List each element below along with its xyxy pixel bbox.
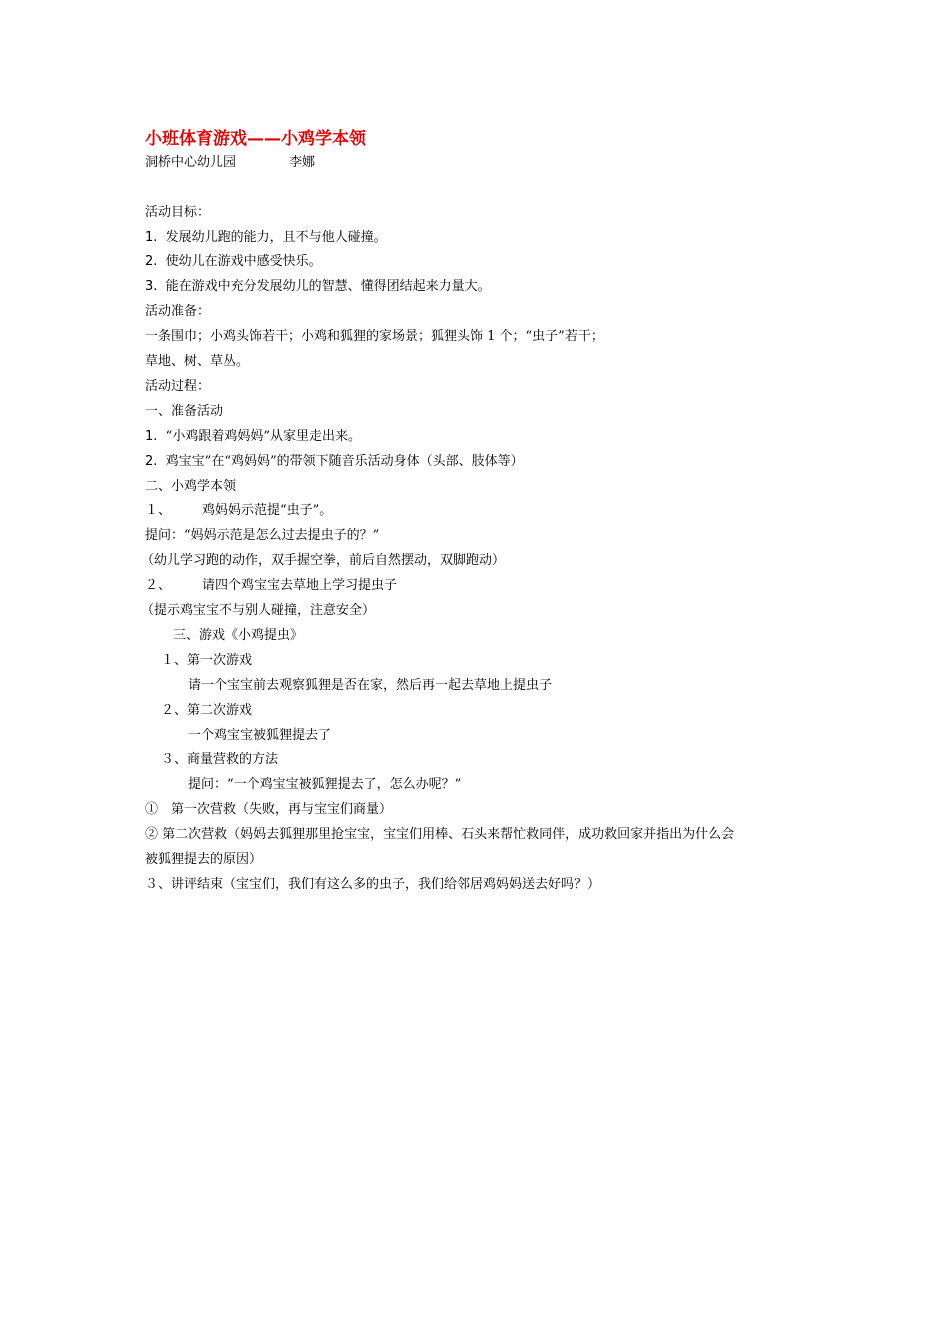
item-number: 2. (145, 454, 158, 469)
rescue-item: ① 第一次营救（失败，再与宝宝们商量） (145, 802, 393, 817)
part3-heading: 三、游戏《小鸡提虫》 (173, 628, 304, 643)
goal-text: 能在游戏中充分发展幼儿的智慧、懂得团结起来力量大。 (165, 279, 491, 294)
author-school: 洞桥中心幼儿园 (145, 155, 237, 170)
part2-step-text: 鸡妈妈示范提“虫子”。 (202, 503, 333, 518)
part2-note: （幼儿学习跑的动作，双手握空拳，前后自然摆动，双脚跑动） (141, 553, 506, 568)
part1-item (145, 453, 524, 470)
goal-text: 使幼儿在游戏中感受快乐。 (165, 254, 322, 269)
prep-line: 草地、树、草丛。 (145, 354, 250, 369)
game-question: 提问：“一个鸡宝宝被狐狸提去了，怎么办呢？” (188, 777, 462, 792)
goal-item (145, 229, 387, 246)
goal-number: 2. (145, 254, 158, 269)
goal-item (145, 278, 491, 295)
game-round: ３、商量营救的方法 (161, 752, 279, 767)
game-round: １、第一次游戏 (161, 653, 253, 668)
prep-line: 一条围巾；小鸡头饰若干；小鸡和狐狸的家场景；狐狸头饰 1 个；“虫子”若干； (145, 329, 604, 344)
part1-heading: 一、准备活动 (145, 404, 224, 419)
goal-number: 3. (145, 279, 158, 294)
game-round-text: 一个鸡宝宝被狐狸提去了 (188, 728, 332, 743)
game-round: ２、第二次游戏 (161, 703, 253, 718)
part2-step-text: 请四个鸡宝宝去草地上学习提虫子 (202, 578, 398, 593)
closing-item: ３、讲评结束（宝宝们，我们有这么多的虫子，我们给邻居鸡妈妈送去好吗？） (145, 877, 601, 892)
part2-note: （提示鸡宝宝不与别人碰撞，注意安全） (141, 603, 376, 618)
part2-question: 提问：“妈妈示范是怎么过去提虫子的？” (145, 528, 380, 543)
document-title: 小班体育游戏——小鸡学本领 (145, 129, 366, 149)
goal-item (145, 253, 322, 270)
game-round-text: 请一个宝宝前去观察狐狸是否在家，然后再一起去草地上提虫子 (188, 678, 553, 693)
goal-text: 发展幼儿跑的能力，且不与他人碰撞。 (165, 230, 387, 245)
author-name: 李娜 (289, 155, 316, 170)
item-text: “小鸡跟着鸡妈妈”从家里走出来。 (165, 429, 361, 444)
prep-heading: 活动准备： (145, 304, 211, 319)
process-heading: 活动过程： (145, 379, 211, 394)
goals-heading: 活动目标： (145, 205, 211, 220)
item-text: 鸡宝宝”在“鸡妈妈”的带领下随音乐活动身体（头部、肢体等） (165, 454, 524, 469)
part2-step-number: ２、 (145, 578, 172, 593)
rescue-item-continued: 被狐狸提去的原因） (145, 852, 263, 867)
item-number: 1. (145, 429, 158, 444)
part1-item (145, 428, 361, 445)
part2-heading: 二、小鸡学本领 (145, 479, 237, 494)
part2-step-number: １、 (145, 503, 172, 518)
goal-number: 1. (145, 230, 158, 245)
rescue-item: ② 第二次营救（妈妈去狐狸那里抢宝宝，宝宝们用棒、石头来帮忙救同伴，成功救回家并指出为什么会 (145, 827, 735, 842)
